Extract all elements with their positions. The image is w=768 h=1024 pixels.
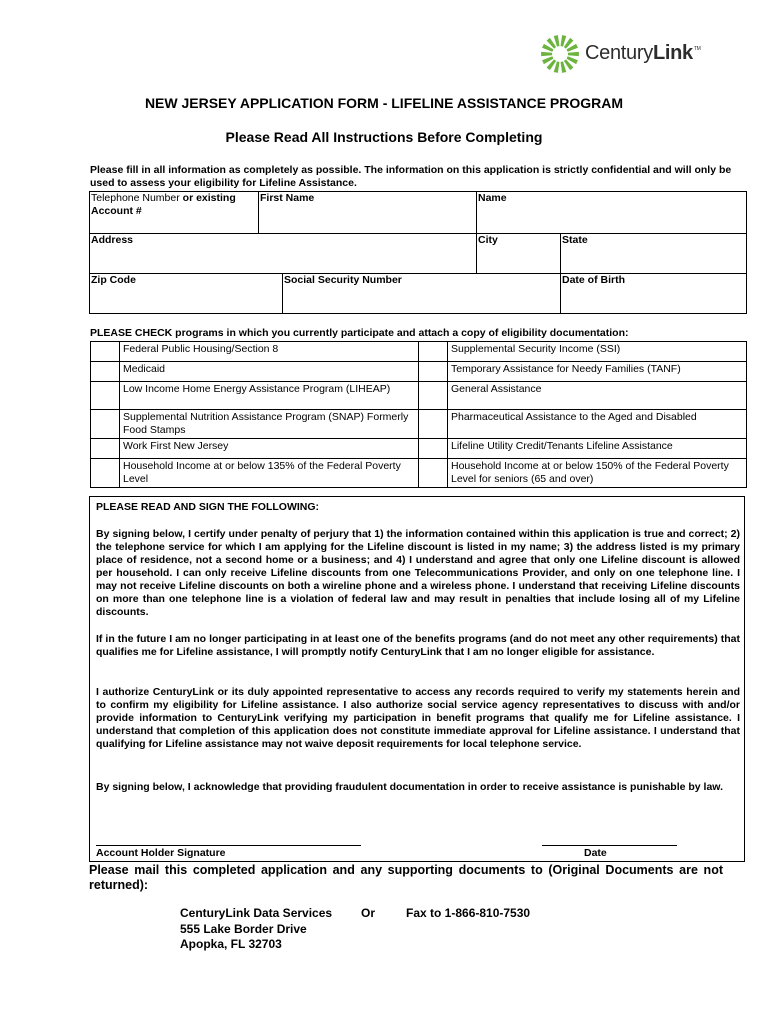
program-label: Supplemental Nutrition Assistance Program (SNAP) Formerly Food Stamps [120,410,419,439]
certification-paragraph: If in the future I am no longer participating in at least one of the benefits programs (and do not meet any other requirements) that qualifies me for Lifeline assistance, I will promptly notify CenturyLink that I am no longer eligible for assistance. [96,633,740,658]
mailing-instructions: Please mail this completed application and any supporting documents to (Original Documents are not returned): [89,863,723,892]
intro-text: Please fill in all information as completely as possible. The information on this application is strictly confidential and will only be used to assess your eligibility for Lifeline Assistance. [90,164,732,189]
address-field[interactable]: Address [90,234,477,274]
program-checkbox[interactable] [91,410,120,439]
dob-field[interactable]: Date of Birth [561,274,747,314]
city-field[interactable]: City [477,234,561,274]
program-checkbox[interactable] [419,439,448,459]
applicant-info-table [89,191,747,314]
address-line-2: 555 Lake Border Drive [180,922,307,936]
program-checkbox[interactable] [91,439,120,459]
program-label: Low Income Home Energy Assistance Program (LIHEAP) [120,382,419,410]
program-row [91,439,747,459]
form-subtitle: Please Read All Instructions Before Completing [225,129,543,145]
program-row [91,342,747,362]
program-label: Household Income at or below 135% of the Federal Poverty Level [120,459,419,488]
or-label: Or [361,906,376,920]
program-checkbox[interactable] [419,362,448,382]
program-label: Pharmaceutical Assistance to the Aged and Disabled [448,410,747,439]
ssn-field[interactable]: Social Security Number [283,274,561,314]
program-label: General Assistance [448,382,747,410]
program-row [91,362,747,382]
date-line[interactable] [542,845,677,846]
certification-paragraph: I authorize CenturyLink or its duly appointed representative to access any records required to verify my statements herein and to confirm my eligibility for Lifeline assistance. I also authorize social service agency representatives to discuss with and/or provide information to CenturyLink verifying my participation in benefit programs that qualify me for Lifeline assistance. I understand that completion of this application does not constitute immediate approval for Lifeline assistance. I understand that qualifying for Lifeline assistance may not waive deposit requirements for local telephone service. [96,686,740,750]
address-line-3: Apopka, FL 32703 [180,937,282,951]
program-checkbox[interactable] [419,410,448,439]
program-label: Federal Public Housing/Section 8 [120,342,419,362]
program-checkbox[interactable] [91,382,120,410]
program-row [91,459,747,488]
program-checkbox[interactable] [91,459,120,488]
certification-box [89,496,745,862]
program-checkbox[interactable] [419,342,448,362]
program-row [91,382,747,410]
program-label: Lifeline Utility Credit/Tenants Lifeline Assistance [448,439,747,459]
signature-line[interactable] [96,845,361,846]
program-label: Household Income at or below 150% of the Federal Poverty Level for seniors (65 and over) [448,459,747,488]
program-checkbox[interactable] [419,382,448,410]
centurylink-logo [538,32,718,78]
program-label: Work First New Jersey [120,439,419,459]
address-line-1: CenturyLink Data Services Or Fax to 1-866-810-7530 [180,906,531,920]
programs-table [90,341,747,488]
program-row [91,410,747,439]
telephone-field[interactable]: Telephone Number or existing Account # [90,192,259,234]
program-label: Medicaid [120,362,419,382]
logo-wordmark: CenturyLink™ [585,42,701,64]
certification-paragraph: By signing below, I acknowledge that providing fraudulent documentation in order to receive assistance is punishable by law. [96,781,724,793]
date-label: Date [584,847,607,859]
state-field[interactable]: State [561,234,747,274]
first-name-field[interactable]: First Name [259,192,477,234]
zip-field[interactable]: Zip Code [90,274,283,314]
program-checkbox[interactable] [419,459,448,488]
form-title: NEW JERSEY APPLICATION FORM - LIFELINE ASSISTANCE PROGRAM [144,95,624,111]
program-checkbox[interactable] [91,362,120,382]
program-label: Supplemental Security Income (SSI) [448,342,747,362]
signature-label: Account Holder Signature [96,847,226,859]
program-checkbox[interactable] [91,342,120,362]
certification-paragraph: By signing below, I certify under penalty of perjury that 1) the information contained within this application is true and correct; 2) the telephone service for which I am applying for the Lifeline discount is listed in my name; 3) the address listed is my primary place of residence, not a second home or a business; and 4) I understand and agree that only one Lifeline discount is allowed per household. I can only receive Lifeline discounts from one Telecommunications Provider, and only on one telephone line. I may not receive Lifeline discounts on both a wireline phone and a wireless phone. I understand that receiving Lifeline discounts on more than one telephone line is a violation of federal law and may result in penalties that include losing all of my Lifeline discounts. [96,528,740,618]
programs-heading: PLEASE CHECK programs in which you currently participate and attach a copy of eligibility documentation: [90,327,629,339]
name-field[interactable]: Name [477,192,747,234]
fax-number: Fax to 1-866-810-7530 [406,906,531,920]
centurylink-burst-icon [538,32,582,76]
certification-heading: PLEASE READ AND SIGN THE FOLLOWING: [96,501,320,513]
program-label: Temporary Assistance for Needy Families (TANF) [448,362,747,382]
